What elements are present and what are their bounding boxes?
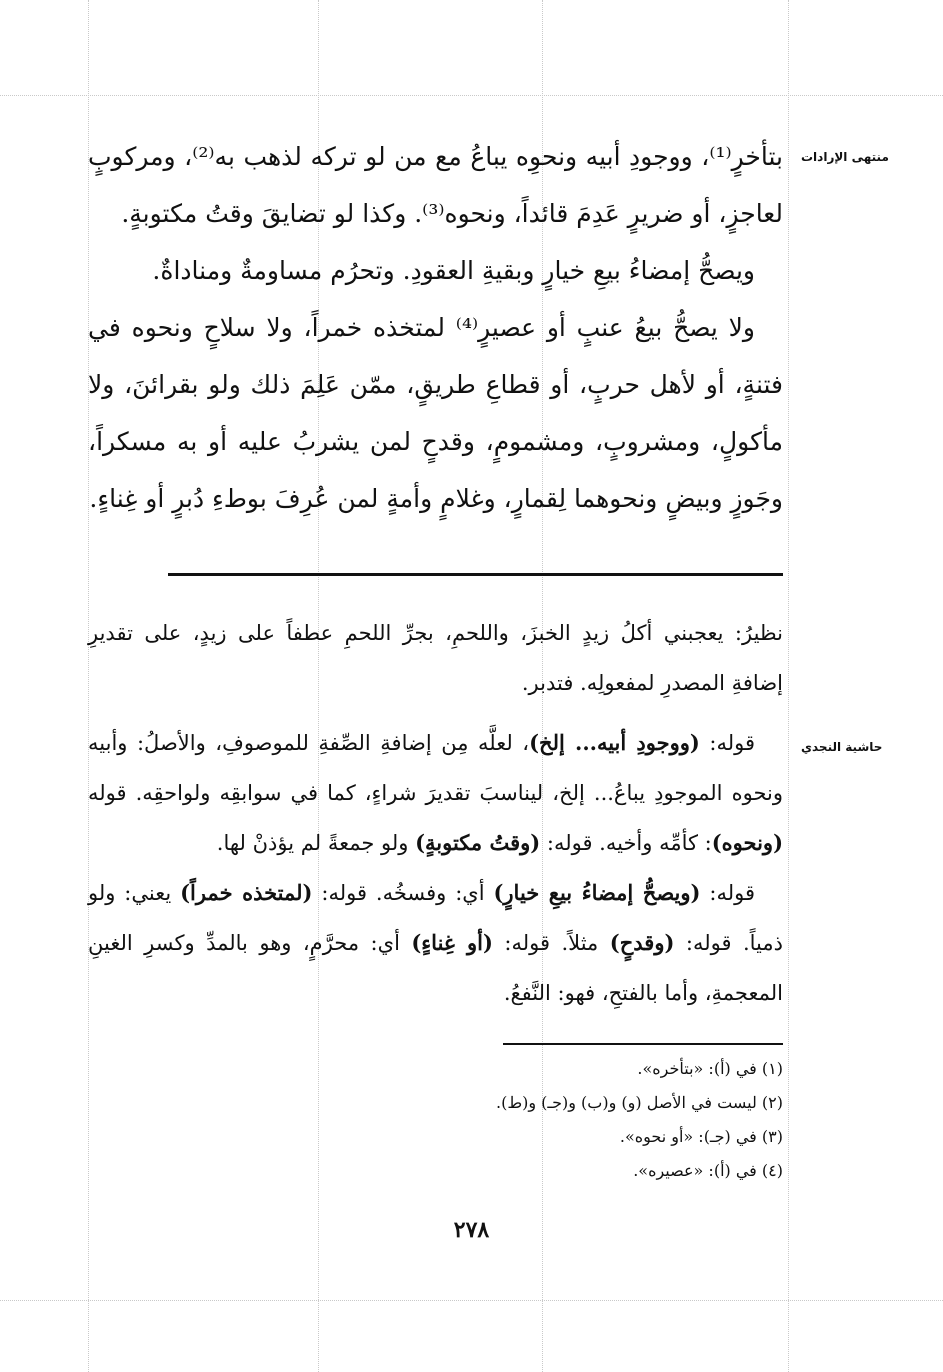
commentary-text-run: : كأمِّه وأخيه. قوله: <box>540 831 712 855</box>
footnote: (١) في (أ): «بتأخره». <box>637 1059 783 1078</box>
footnotes <box>183 1052 783 1188</box>
quoted-phrase: (لمتخذه خمراً) <box>180 880 313 905</box>
quoted-phrase: (أو غِناءٍ) <box>411 930 493 955</box>
commentary-text <box>88 718 783 1018</box>
scan-guide-line <box>0 95 943 96</box>
commentary-text-run: ولو جمعةً لم يؤذنْ لها. <box>216 831 416 855</box>
main-paragraph: ويصحُّ إمضاءُ بيعِ خيارٍ وبقيةِ العقودِ. وتحرُم مساومةٌ ومناداةٌ. <box>152 256 755 285</box>
footnote: (٣) في (جـ): «أو نحوه». <box>619 1127 783 1146</box>
quoted-phrase: (وقدحٍ) <box>609 930 675 955</box>
commentary-continuation <box>88 608 783 708</box>
quoted-phrase: (ويصحُّ إمضاءُ بيعِ خيارٍ) <box>493 880 701 905</box>
scan-guide-line <box>0 1300 943 1301</box>
footnote: (٢) ليست في الأصل (و) و(ب) و(جـ) و(ط). <box>496 1093 783 1112</box>
side-label-commentary: حاشية النجدي <box>801 740 883 754</box>
commentary-paragraph: نظيرُ: يعجبني أكلُ زيدٍ الخبزَ، واللحمِ، بجرِّ اللحمِ عطفاً على زيدٍ، على تقديرِ إضافةِ المصدرِ لمفعولِه. فتدبر. <box>88 621 783 695</box>
quoted-phrase: (ونحوه) <box>711 830 783 855</box>
commentary-paragraph <box>88 718 783 868</box>
commentary-text-run: مثلاً. قوله: <box>492 931 610 955</box>
footnote-divider <box>503 1043 783 1045</box>
main-paragraph: ولا يصحُّ بيعُ عنبٍ أو عصيرٍ⁽⁴⁾ لمتخذه خمراً، ولا سلاحٍ ونحوه في فتنةٍ، أو لأهل حربٍ، أو قطاعِ طريقٍ، ممّن عَلِمَ ذلك ولو بقرائنَ، ولا مأكولٍ، ومشروبٍ، ومشمومٍ، وقدحٍ لمن يشربُ عليه أو به مسكراً، وجَوزٍ وبيضٍ ونحوهما لِقمارٍ، وغلامٍ وأمةٍ لمن عُرِفَ بوطءِ دُبرٍ أو غِناءٍ. <box>88 313 783 513</box>
commentary-text-run: قوله: <box>699 731 755 755</box>
commentary-text-run: قوله: <box>700 881 756 905</box>
quoted-phrase: (وقتُ مكتوبةٍ) <box>415 830 541 855</box>
footnote: (٤) في (أ): «عصيره». <box>633 1161 783 1180</box>
main-paragraph: بتأخرٍ⁽¹⁾، ووجودِ أبيه ونحوِه يباعُ مع من لو تركه لذهب به⁽²⁾، ومركوبٍ لعاجزٍ، أو ضريرٍ عَدِمَ قائداً، ونحوه⁽³⁾. وكذا لو تضايقَ وقتُ مكتوبةٍ. <box>88 142 784 228</box>
section-divider <box>168 573 783 576</box>
scan-guide-line <box>788 0 789 1372</box>
commentary-paragraph <box>88 868 783 1018</box>
commentary-text-run: أي: محرَّمٍ، وهو بالمدِّ وكسرِ الغينِ المعجمةِ، وأما بالفتحِ، فهو: النَّفعُ. <box>88 931 783 1005</box>
commentary-text-run: ، لعلَّه مِن إضافةِ الصِّفةِ للموصوفِ، والأصلُ: وأبيه ونحوه الموجودِ يباعُ... إلخ، ليناسبَ تقديرَ شراءٍ، كما في سوابقِه ولواحقِه. قوله <box>88 731 783 805</box>
side-label-main: منتهى الإرادات <box>801 150 889 164</box>
page-number: ٢٧٨ <box>453 1217 490 1243</box>
commentary-text-run: أي: وفسخُه. قوله: <box>312 881 494 905</box>
quoted-phrase: (ووجودِ أبيه... إلخ) <box>529 730 700 755</box>
main-text <box>88 128 783 527</box>
commentary-text-run: يعني: ولو ذمياً. قوله: <box>88 881 783 955</box>
